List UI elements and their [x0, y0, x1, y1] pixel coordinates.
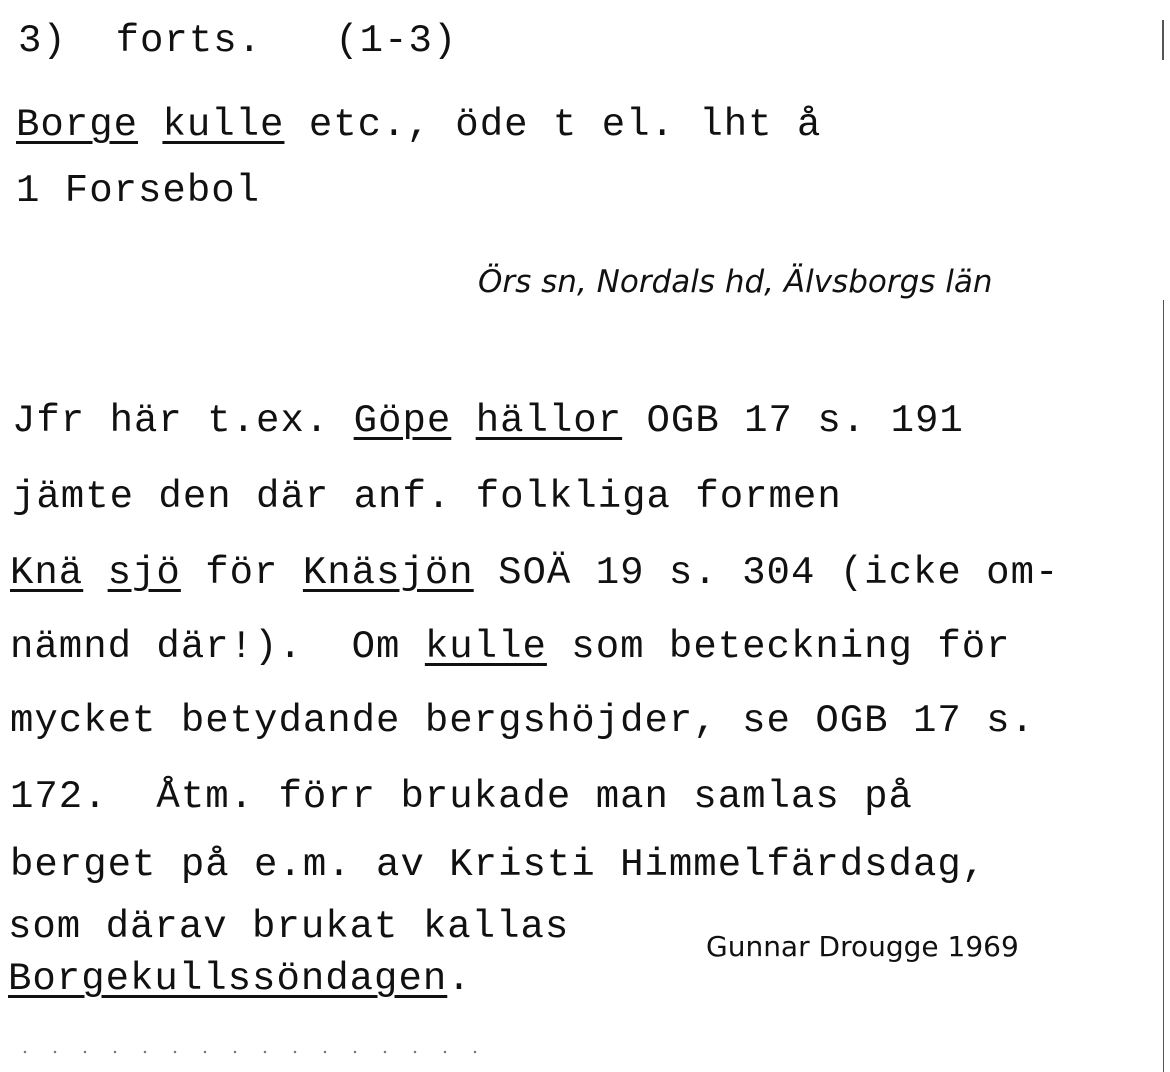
term-hallor: hällor — [475, 399, 623, 443]
term-gope: Göpe — [353, 399, 452, 443]
card-header — [18, 19, 458, 63]
body-line-6: 172. Åtm. förr brukade man samlas på — [10, 775, 913, 819]
term-kna: Knä — [10, 551, 84, 595]
headword-borge: Borge — [16, 103, 139, 147]
body-line-1: Jfr här t.ex. Göpe hällor OGB 17 s. 191 — [12, 399, 964, 443]
card-range: (1-3) — [335, 19, 458, 63]
body-line-4: nämnd där!). Om kulle som beteckning för — [10, 625, 1011, 669]
term-sjo: sjö — [107, 551, 181, 595]
body-line-8: som därav brukat kallas — [8, 905, 570, 949]
scan-edge-line — [1163, 300, 1164, 1072]
signature-stamp: Gunnar Drougge 1969 — [706, 930, 1019, 963]
term-knasjon: Knäsjön — [302, 551, 474, 595]
continued-label: forts. — [115, 19, 263, 63]
entry-description: etc., öde t el. lht å — [284, 103, 822, 147]
body-line-2: jämte den där anf. folkliga formen — [12, 475, 842, 519]
scan-edge-line-top — [1162, 20, 1164, 60]
scan-dots — [10, 1050, 480, 1054]
entry-locality: 1 Forsebol — [16, 169, 261, 213]
location-stamp: Örs sn, Nordals hd, Älvsborgs län — [478, 264, 993, 300]
body-line-3: Knä sjö för Knäsjön SOÄ 19 s. 304 (icke om- — [10, 551, 1060, 595]
body-line-9: Borgekullssöndagen. — [8, 957, 472, 1001]
entry-headword — [16, 103, 822, 147]
body-line-5: mycket betydande bergshöjder, se OGB 17 s. — [10, 699, 1035, 743]
term-borgekullssondagen: Borgekullssöndagen — [8, 957, 448, 1001]
body-line-7: berget på e.m. av Kristi Himmelfärdsdag, — [10, 843, 987, 887]
headword-kulle: kulle — [162, 103, 285, 147]
term-kulle: kulle — [424, 625, 547, 669]
card-number: 3) — [18, 19, 67, 63]
